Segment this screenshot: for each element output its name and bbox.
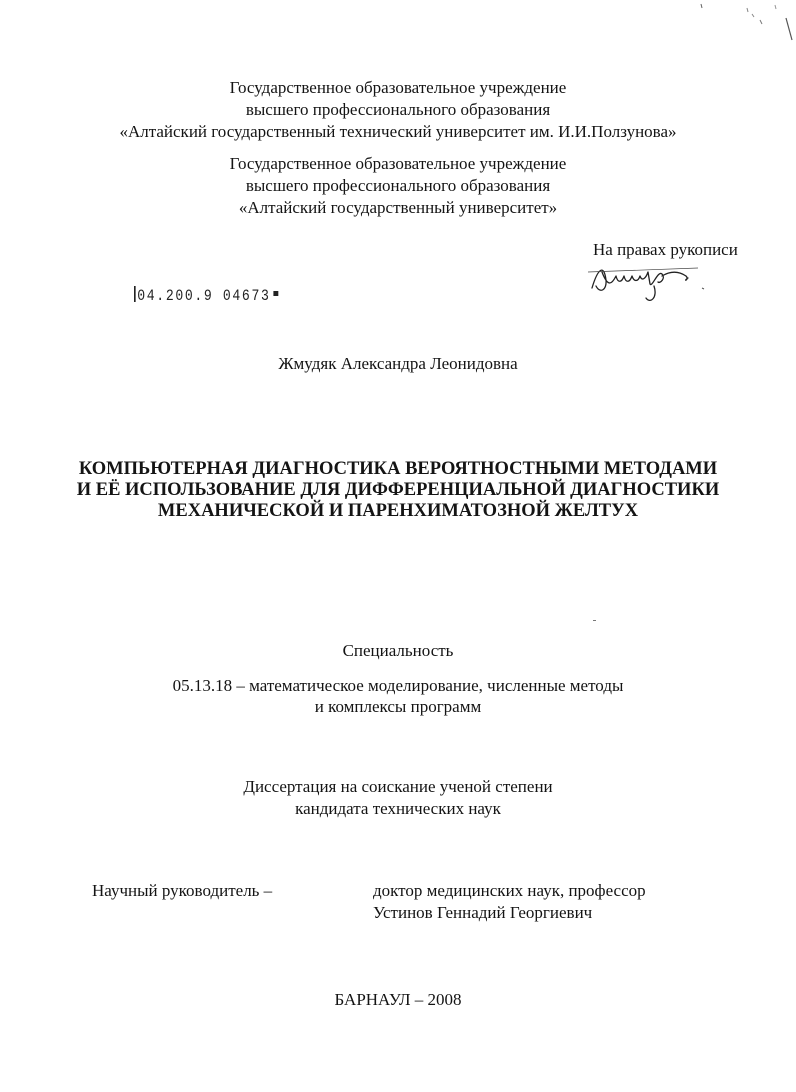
rights-note: На правах рукописи [593,240,738,259]
org2-line-3: «Алтайский государственный университет» [238,198,558,217]
specialty-label: Специальность [342,641,454,660]
stamp-mark [274,291,279,296]
degree-line-1: Диссертация на соискание ученой степени [243,777,553,796]
supervisor-name: Устинов Геннадий Георгиевич [373,903,593,922]
org1-line-1: Государственное образовательное учреждение [229,78,567,97]
title-line-3: МЕХАНИЧЕСКОЙ И ПАРЕНХИМАТОЗНОЙ ЖЕЛТУХ [157,501,639,521]
org2-line-2: высшего профессионального образования [245,176,551,195]
supervisor-degree: доктор медицинских наук, профессор [373,881,646,900]
scan-dot [593,620,596,621]
scan-marks [690,0,796,50]
city-year: БАРНАУЛ – 2008 [334,990,462,1009]
supervisor-label: Научный руководитель – [92,881,273,900]
stamp-number-text: 04.200.9 04673 [137,287,271,305]
degree-line-2: кандидата технических наук [295,799,501,818]
author-name: Жмудяк Александра Леонидовна [278,354,518,373]
specialty-line-1: 05.13.18 – математическое моделирование, численные методы [172,676,624,695]
org1-line-2: высшего профессионального образования [245,100,551,119]
title-line-1: КОМПЬЮТЕРНАЯ ДИАГНОСТИКА ВЕРОЯТНОСТНЫМИ МЕТОДАМИ [78,459,718,479]
org1-line-3: «Алтайский государственный технический университет им. И.И.Ползунова» [119,122,677,141]
stamp-number [134,286,279,305]
signature [588,258,708,308]
specialty-line-2: и комплексы программ [314,697,482,716]
stamp-bar [134,286,136,302]
org2-line-1: Государственное образовательное учреждение [229,154,567,173]
title-line-2: И ЕЁ ИСПОЛЬЗОВАНИЕ ДЛЯ ДИФФЕРЕНЦИАЛЬНОЙ ДИАГНОСТИКИ [76,480,720,500]
